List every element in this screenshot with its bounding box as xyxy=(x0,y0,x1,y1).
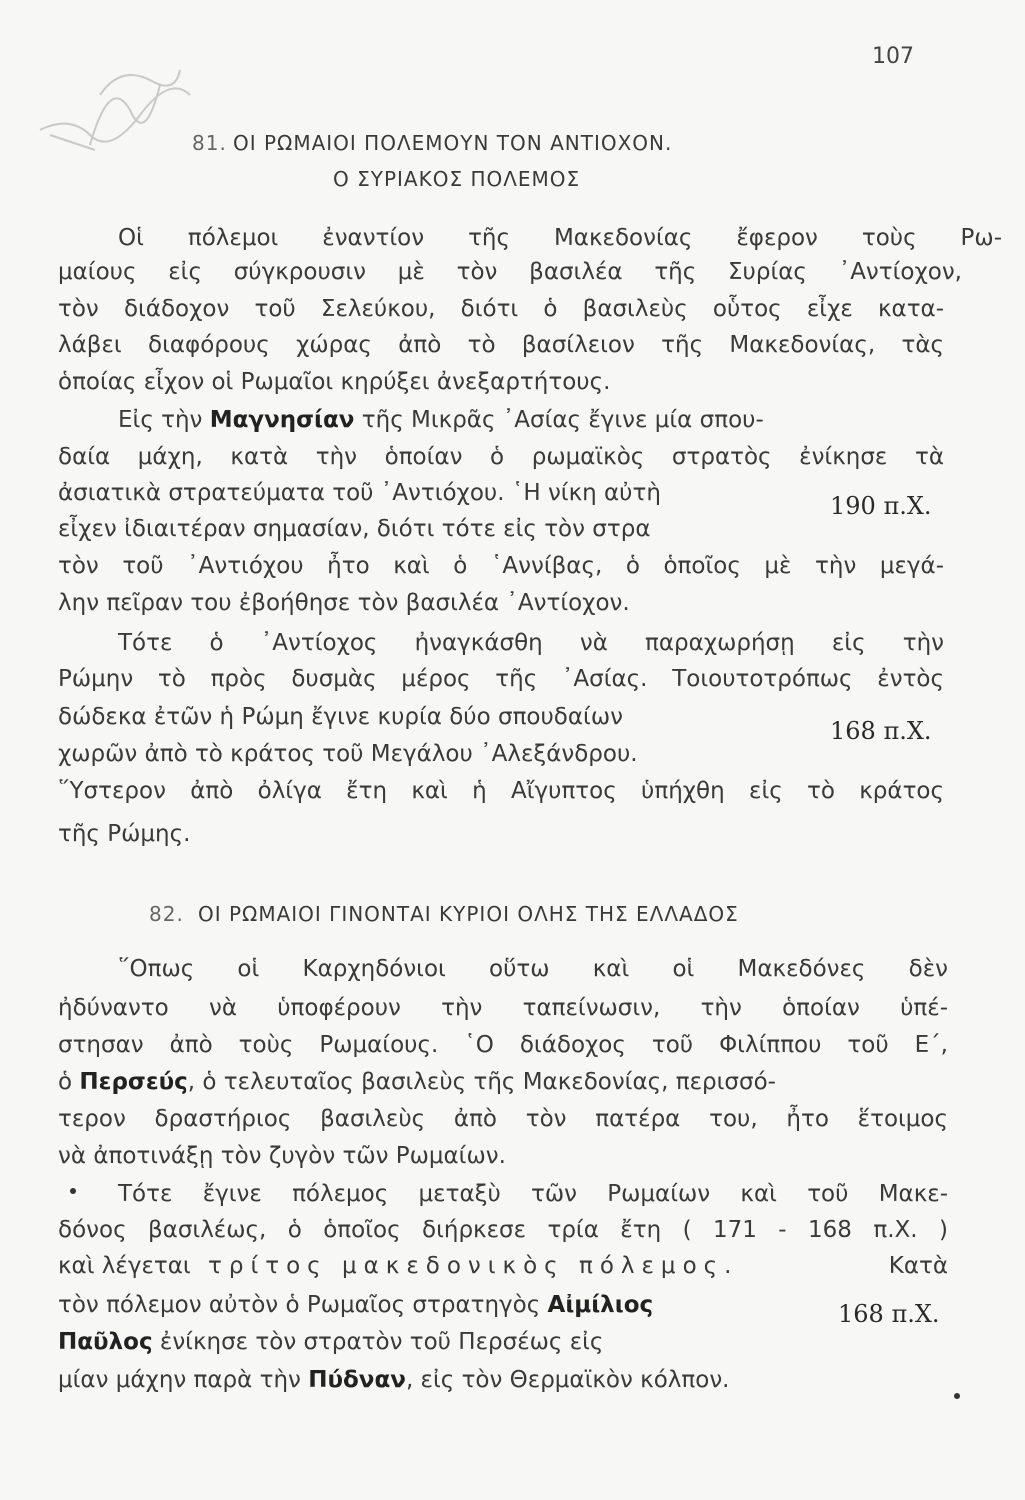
section-81-number: 81. xyxy=(192,131,227,155)
text-line xyxy=(58,1250,948,1282)
person-name-paulus: Παῦλος xyxy=(58,1329,153,1355)
text-line: Οἱ πόλεμοι ἐναντίον τῆς Μακεδονίας ἔφερον τοὺς Ρω- xyxy=(118,225,1002,251)
text-line: μαίους εἰς σύγκρουσιν μὲ τὸν βασιλέα τῆς Συρίας ᾿Αντίοχον, xyxy=(58,259,962,285)
text-line: τὸν διάδοχον τοῦ Σελεύκου, διότι ὁ βασιλεὺς οὗτος εἶχε κατα- xyxy=(58,296,944,322)
text-line xyxy=(118,404,764,436)
text-line: λην πεῖραν του ἐβοήθησε τὸν βασιλέα ᾿Αντίοχον. xyxy=(58,590,630,616)
margin-date-168-b: 168 π.Χ. xyxy=(838,1300,940,1328)
text-line xyxy=(58,1364,729,1396)
text-span: μίαν μάχην παρὰ τὴν xyxy=(58,1367,301,1393)
text-span: ὁ xyxy=(58,1069,73,1095)
text-line: Τότε ἔγινε πόλεμος μεταξὺ τῶν Ρωμαίων καὶ τοῦ Μακε- xyxy=(118,1181,948,1207)
section-81-title-line-1: ΟΙ ΡΩΜΑΙΟΙ ΠΟΛΕΜΟΥΝ ΤΟΝ ΑΝΤΙΟΧΟΝ. xyxy=(233,131,673,155)
text-line: ῞Υστερον ἀπὸ ὀλίγα ἔτη καὶ ἡ Αἴγυπτος ὑπήχθη εἰς τὸ κράτος xyxy=(58,778,944,804)
text-span: τὸν πόλεμον αὐτὸν ὁ Ρωμαῖος στρατηγὸς xyxy=(58,1292,541,1318)
text-line: Τότε ὁ ᾿Αντίοχος ἠναγκάσθη νὰ παραχωρήσῃ εἰς τὴν xyxy=(118,630,944,656)
text-span: , εἰς τὸν Θερμαϊκὸν κόλπον. xyxy=(405,1367,730,1393)
text-span: Κατὰ xyxy=(888,1253,948,1279)
text-line: εἶχεν ἰδιαιτέραν σημασίαν, διότι τότε εἰς τὸν στρα xyxy=(58,516,651,542)
place-name-magnesia: Μαγνησίαν xyxy=(209,407,355,433)
section-82-number: 82. xyxy=(149,902,184,926)
text-span: τῆς Μικρᾶς ᾿Ασίας ἔγινε μία σπου- xyxy=(361,407,764,433)
section-81-title-line-2: Ο ΣΥΡΙΑΚΟΣ ΠΟΛΕΜΟΣ xyxy=(333,167,581,191)
person-name-perseus: Περσεύς xyxy=(79,1069,188,1095)
text-line: χωρῶν ἀπὸ τὸ κράτος τοῦ Μεγάλου ᾿Αλεξάνδρου. xyxy=(58,741,638,767)
text-span: καὶ λέγεται xyxy=(58,1253,191,1279)
library-stamp-mark xyxy=(30,55,200,165)
text-line: στησαν ἀπὸ τοὺς Ρωμαίους. ῾Ο διάδοχος τοῦ Φιλίππου τοῦ Ε΄, xyxy=(58,1032,948,1058)
text-line: τερον δραστήριος βασιλεὺς ἀπὸ τὸν πατέρα του, ἦτο ἕτοιμος xyxy=(58,1106,948,1132)
text-line xyxy=(58,1326,603,1358)
text-line: ὁποίας εἶχον οἱ Ρωμαῖοι κηρύξει ἀνεξαρτήτους. xyxy=(58,369,611,395)
text-line: νὰ ἀποτινάξῃ τὸν ζυγὸν τῶν Ρωμαίων. xyxy=(58,1143,506,1169)
spaced-term: τρίτος μακεδονικὸς πόλεμος. xyxy=(208,1253,739,1279)
text-line: ἠδύναντο νὰ ὑποφέρουν τὴν ταπείνωσιν, τὴν ὁποίαν ὑπέ- xyxy=(58,995,948,1021)
section-82-title: ΟΙ ΡΩΜΑΙΟΙ ΓΙΝΟΝΤΑΙ ΚΥΡΙΟΙ ΟΛΗΣ ΤΗΣ ΕΛΛΑΔΟΣ xyxy=(198,902,739,926)
margin-date-190: 190 π.Χ. xyxy=(830,492,932,520)
margin-date-168: 168 π.Χ. xyxy=(830,717,932,745)
text-line: λάβει διαφόρους χώρας ἀπὸ τὸ βασίλειον τῆς Μακεδονίας, τὰς xyxy=(58,332,944,358)
text-line: ῞Οπως οἱ Καρχηδόνιοι οὕτω καὶ οἱ Μακεδόνες δὲν xyxy=(118,956,948,982)
text-line: Ρώμην τὸ πρὸς δυσμὰς μέρος τῆς ᾿Ασίας. Τοιουτοτρόπως ἐντὸς xyxy=(58,666,944,692)
text-line xyxy=(58,1289,653,1321)
text-span: Εἰς τὴν xyxy=(118,407,203,433)
text-line: τὸν τοῦ ᾿Αντιόχου ἦτο καὶ ὁ ῾Αννίβας, ὁ ὁποῖος μὲ τὴν μεγά- xyxy=(58,553,944,579)
text-span: , ὁ τελευταῖος βασιλεὺς τῆς Μακεδονίας, περισσό- xyxy=(187,1069,776,1095)
text-line: τῆς Ρώμης. xyxy=(58,821,191,847)
place-name-pydna: Πύδναν xyxy=(308,1367,406,1393)
ink-dot xyxy=(954,1393,960,1399)
person-name-aemilius: Αἰμίλιος xyxy=(547,1292,654,1318)
text-line xyxy=(58,1066,776,1098)
text-line: δαία μάχη, κατὰ τὴν ὁποίαν ὁ ρωμαϊκὸς στρατὸς ἐνίκησε τὰ xyxy=(58,444,944,470)
ink-dot xyxy=(70,1188,76,1194)
text-line: δόνος βασιλέως, ὁ ὁποῖος διήρκεσε τρία ἔτη ( 171 - 168 π.Χ. ) xyxy=(58,1217,948,1243)
text-span: ἐνίκησε τὸν στρατὸν τοῦ Περσέως εἰς xyxy=(159,1329,604,1355)
text-line: ἀσιατικὰ στρατεύματα τοῦ ᾿Αντιόχου. ῾Η νίκη αὐτὴ xyxy=(58,480,661,506)
text-line: δώδεκα ἐτῶν ἡ Ρώμη ἔγινε κυρία δύο σπουδαίων xyxy=(58,704,623,730)
page-number: 107 xyxy=(872,44,914,69)
